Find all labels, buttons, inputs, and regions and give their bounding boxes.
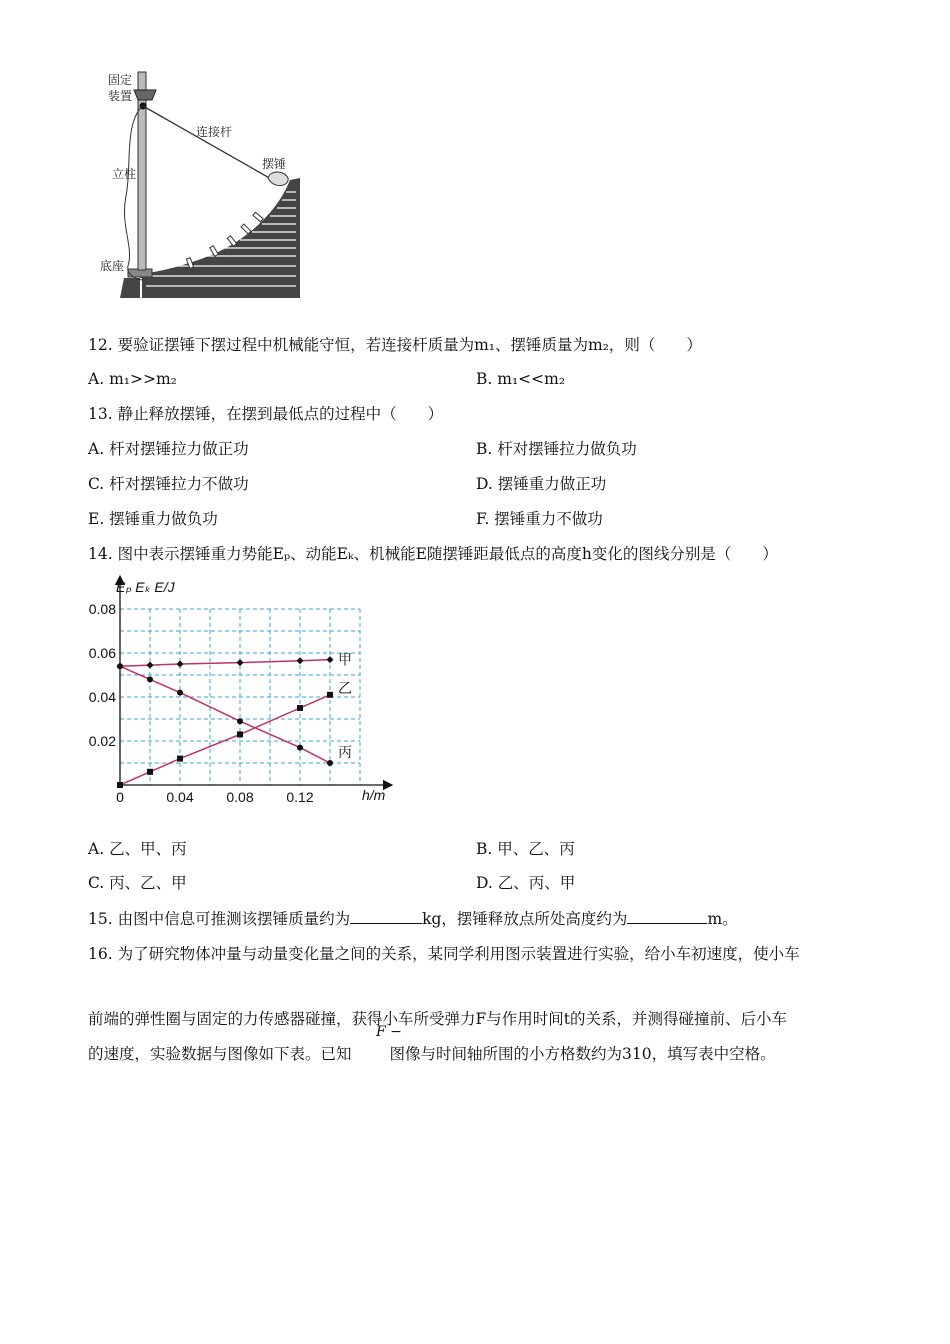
question-13 bbox=[88, 403, 443, 425]
q16-line3-after: 图像与时间轴所围的小方格数约为310，填写表中空格。 bbox=[389, 1045, 776, 1063]
question-16-line1 bbox=[88, 943, 800, 965]
q13-option-b[interactable]: B. 杆对摆锤拉力做负功 bbox=[476, 440, 637, 458]
q15-unit2: m。 bbox=[707, 910, 738, 928]
question-16-line3 bbox=[88, 1043, 776, 1065]
series-label-甲: 甲 bbox=[338, 651, 352, 668]
series-label-乙: 乙 bbox=[338, 679, 352, 696]
q13-number: 13. bbox=[88, 405, 113, 423]
q14-option-b[interactable]: B. 甲、乙、丙 bbox=[476, 840, 575, 858]
y-tick-label: 0.06 bbox=[88, 645, 116, 661]
x-tick-label: 0.08 bbox=[226, 789, 254, 805]
data-point bbox=[297, 745, 303, 751]
data-point bbox=[237, 659, 244, 666]
x-tick-label: 0 bbox=[116, 789, 124, 805]
y-tick-label: 0.08 bbox=[88, 601, 116, 617]
q13-option-f[interactable]: F. 摆锤重力不做功 bbox=[476, 510, 603, 528]
q15-blank-height[interactable] bbox=[627, 907, 707, 924]
q16-line3-before: 的速度，实验数据与图像如下表。已知 bbox=[88, 1045, 352, 1063]
data-point bbox=[147, 662, 154, 669]
label-base: 底座 bbox=[100, 259, 125, 273]
label-column: 立柱 bbox=[112, 167, 137, 181]
energy-height-chart bbox=[80, 574, 400, 810]
q15-number: 15. bbox=[88, 910, 113, 928]
series-label-丙: 丙 bbox=[338, 744, 352, 760]
q13-option-e[interactable]: E. 摆锤重力做负功 bbox=[88, 510, 218, 528]
question-12 bbox=[88, 334, 702, 356]
q12-text: 要验证摆锤下摆过程中机械能守恒，若连接杆质量为m₁、摆锤质量为m₂，则（ ） bbox=[117, 336, 702, 354]
x-tick-label: 0.12 bbox=[286, 789, 314, 805]
chart-y-label: Eₚ Eₖ E/J bbox=[116, 579, 175, 595]
question-14 bbox=[88, 543, 778, 565]
q14-text: 图中表示摆锤重力势能Eₚ、动能Eₖ、机械能E随摆锤距最低点的高度h变化的图线分别是（ ） bbox=[117, 545, 778, 563]
chart-x-label: h/m bbox=[362, 787, 386, 803]
data-point bbox=[327, 692, 333, 698]
data-point bbox=[117, 782, 123, 788]
q15-text-before: 由图中信息可推测该摆锤质量约为 bbox=[117, 910, 351, 928]
q16-line2: 前端的弹性圈与固定的力传感器碰撞，获得小车所受弹力F与作用时间t的关系，并测得碰撞前、后小车 bbox=[88, 1010, 787, 1028]
q14-option-a[interactable]: A. 乙、甲、丙 bbox=[88, 840, 187, 858]
data-point bbox=[117, 663, 123, 669]
q12-number: 12. bbox=[88, 336, 113, 354]
label-fixture-1: 固定 bbox=[108, 73, 133, 87]
data-point bbox=[177, 756, 183, 762]
data-point bbox=[297, 705, 303, 711]
y-tick-label: 0.04 bbox=[88, 689, 116, 705]
q14-number: 14. bbox=[88, 545, 113, 563]
x-tick-label: 0.04 bbox=[166, 789, 194, 805]
apparatus-figure bbox=[84, 66, 304, 306]
question-15 bbox=[88, 907, 738, 930]
q13-option-a[interactable]: A. 杆对摆锤拉力做正功 bbox=[88, 440, 249, 458]
question-16-line2 bbox=[88, 1008, 787, 1030]
q14-option-d[interactable]: D. 乙、丙、甲 bbox=[476, 874, 576, 892]
q12-option-b[interactable]: B. m₁<<m₂ bbox=[476, 370, 566, 388]
q12-option-a[interactable]: A. m₁>>m₂ bbox=[88, 370, 177, 388]
data-point bbox=[147, 769, 153, 775]
data-point bbox=[237, 718, 243, 724]
q16-formula: F − bbox=[376, 1024, 402, 1040]
data-point bbox=[327, 656, 334, 663]
data-point bbox=[147, 676, 153, 682]
q15-blank-mass[interactable] bbox=[350, 907, 422, 924]
data-point bbox=[177, 690, 183, 696]
data-point bbox=[327, 760, 333, 766]
label-fixture-2: 装置 bbox=[108, 89, 133, 103]
label-pendulum: 摆锤 bbox=[262, 157, 287, 171]
q16-line1: 为了研究物体冲量与动量变化量之间的关系，某同学利用图示装置进行实验，给小车初速度，使小车 bbox=[117, 945, 800, 963]
label-rod: 连接杆 bbox=[196, 125, 233, 139]
q13-text: 静止释放摆锤，在摆到最低点的过程中（ ） bbox=[117, 405, 444, 423]
q14-option-c[interactable]: C. 丙、乙、甲 bbox=[88, 874, 187, 892]
q15-unit1: kg，摆锤释放点所处高度约为 bbox=[422, 910, 628, 928]
y-tick-label: 0.02 bbox=[88, 733, 116, 749]
q16-number: 16. bbox=[88, 945, 113, 963]
chart-series bbox=[117, 652, 353, 788]
data-point bbox=[177, 661, 184, 668]
data-point bbox=[297, 657, 304, 664]
q13-option-c[interactable]: C. 杆对摆锤拉力不做功 bbox=[88, 475, 249, 493]
q13-option-d[interactable]: D. 摆锤重力做正功 bbox=[476, 475, 607, 493]
data-point bbox=[237, 731, 243, 737]
